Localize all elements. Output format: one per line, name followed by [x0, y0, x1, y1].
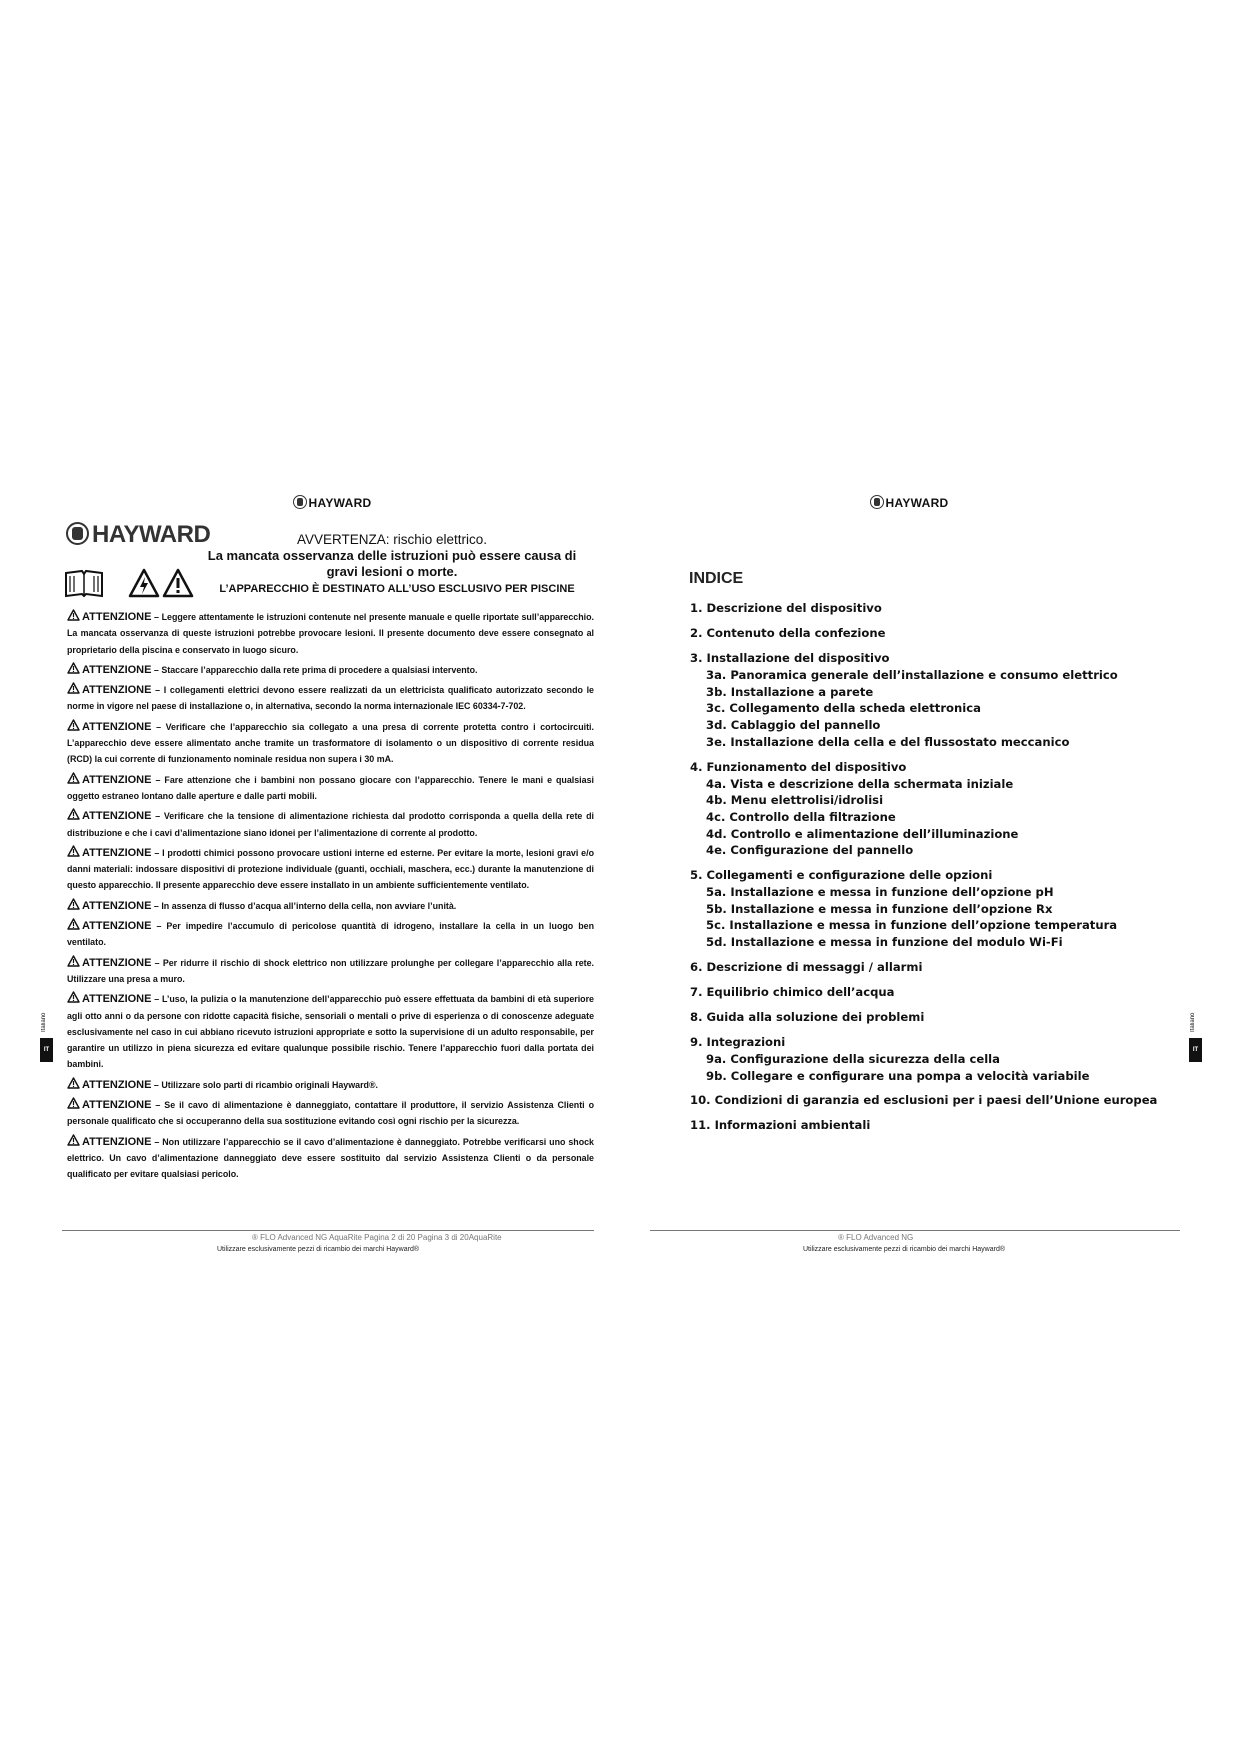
toc-section: 9. Integrazioni	[690, 1034, 786, 1049]
warning-paragraph	[67, 609, 594, 658]
right-page	[650, 488, 1180, 1278]
hayward-logo-icon	[66, 522, 89, 545]
warning-text: – Se il cavo di alimentazione è danneggiato, contattare il produttore, il servizio Assistenza Clienti o personale qualificato che si occuperanno della sua sostituzione evitando così ogni rischio per la sicurezza.	[67, 1100, 594, 1127]
toc-section: 5. Collegamenti e configurazione delle opzioni	[690, 868, 993, 883]
hayward-logo-icon	[293, 495, 307, 509]
toc-section: 8. Guida alla soluzione dei problemi	[690, 1009, 925, 1024]
toc-subsection: 9b. Collegare e configurare una pompa a velocità variabile	[706, 1068, 1090, 1083]
table-of-contents	[690, 600, 1180, 1134]
toc-subsection: 3c. Collegamento della scheda elettronica	[706, 701, 981, 716]
warning-triangle-icon	[67, 609, 80, 621]
footer-doc-ref: ® FLO Advanced NG AquaRite Pagina 2 di 20 Pagina 3 di 20AquaRite	[252, 1233, 502, 1242]
warning-triangle-icon	[67, 772, 80, 784]
warning-label: ATTENZIONE	[82, 663, 152, 676]
warning-paragraph	[67, 991, 594, 1072]
toc-subsection: 4d. Controllo e alimentazione dell’illuminazione	[706, 826, 1019, 841]
warning-label: ATTENZIONE	[82, 611, 152, 623]
warning-triangle-icon	[67, 918, 80, 930]
electric-hazard-icon	[128, 568, 160, 598]
toc-subsection: 3b. Installazione a parete	[706, 684, 874, 699]
warning-text: – Per impedire l’accumulo di pericolose quantità di idrogeno, installare la cella in un luogo ben ventilato.	[67, 921, 594, 948]
warning-triangle-icon	[67, 898, 80, 910]
warning-triangle-icon	[67, 662, 80, 674]
warning-label: ATTENZIONE	[82, 956, 152, 969]
toc-subsection: 3e. Installazione della cella e del flussostato meccanico	[706, 734, 1070, 749]
warning-icons	[62, 566, 212, 600]
warning-triangle-icon	[162, 568, 194, 598]
language-tab-left	[39, 1012, 53, 1100]
warning-text: – I prodotti chimici possono provocare ustioni interne ed esterne. Per evitare la morte, lesioni gravi e/o danni materiali: indossare dispositivi di protezione individuale (guanti, occhiali, maschera, ecc.) durante la manutenzione di questo apparecchio. Il presente apparecchio deve essere installato in un ambiente sufficientemente ventilato.	[67, 847, 594, 891]
warning-text: – Fare attenzione che i bambini non possano giocare con l’apparecchio. Tenere le mani e qualsiasi oggetto estraneo lontano dalle aperture e dalle parti mobili.	[67, 774, 594, 801]
toc-subsection: 5c. Installazione e messa in funzione dell’opzione temperatura	[706, 918, 1118, 933]
toc-subsection: 3d. Cablaggio del pannello	[706, 718, 881, 733]
toc-section: 10. Condizioni di garanzia ed esclusioni per i paesi dell’Unione europea	[690, 1093, 1158, 1108]
warning-paragraph	[67, 662, 594, 678]
toc-subsection: 4b. Menu elettrolisi/idrolisi	[706, 793, 884, 808]
warning-text: – L’uso, la pulizia o la manutenzione dell’apparecchio può essere effettuata da bambini di età superiore agli otto anni o da persone con ridotte capacità fisiche, sensoriali o mentali o prive di esperienza o di conoscenze adeguate esclusivamente nel caso in cui abbiano ricevuto istruzioni appropriate e sotto la supervisione di un adulto responsabile, per garantire un utilizzo in piena sicurezza ed evitare qualunque possibile rischio. Tenere l’apparecchio fuori dalla portata dei bambini.	[67, 994, 594, 1070]
footer-note: Utilizzare esclusivamente pezzi di ricambio dei marchi Hayward®	[217, 1246, 420, 1253]
warning-heading: AVVERTENZA: rischio elettrico. La mancata osservanza delle istruzioni può essere causa di gravi lesioni o morte.	[207, 532, 577, 579]
warning-text: – In assenza di flusso d’acqua all’interno della cella, non avviare l’unità.	[151, 900, 457, 911]
warning-label: ATTENZIONE	[82, 810, 152, 823]
warning-paragraph	[67, 808, 594, 841]
warning-label: ATTENZIONE	[82, 1135, 152, 1148]
toc-subsection: 4a. Vista e descrizione della schermata iniziale	[706, 776, 1014, 791]
warning-paragraph	[67, 1134, 594, 1183]
toc-section: 3. Installazione del dispositivo	[690, 651, 890, 665]
warning-label: ATTENZIONE	[82, 1078, 152, 1091]
footer-note: Utilizzare esclusivamente pezzi di ricambio dei marchi Hayward®	[803, 1246, 1006, 1253]
header-logo: HAYWARD	[62, 495, 602, 510]
warning-paragraph	[67, 682, 594, 715]
warning-label: ATTENZIONE	[82, 899, 152, 912]
toc-subsection: 3a. Panoramica generale dell’installazione e consumo elettrico	[706, 668, 1118, 682]
warning-triangle-icon	[67, 719, 80, 731]
toc-subsection: 4e. Configurazione del pannello	[706, 843, 914, 858]
footer-doc-ref: ® FLO Advanced NG	[838, 1233, 914, 1242]
toc-subsection: 5a. Installazione e messa in funzione dell’opzione pH	[706, 885, 1054, 900]
warning-triangle-icon	[67, 845, 80, 857]
warning-label: ATTENZIONE	[82, 920, 152, 933]
tab-language-code: IT	[1189, 1038, 1202, 1062]
warning-label: ATTENZIONE	[82, 993, 152, 1006]
toc-subsection: 5b. Installazione e messa in funzione dell’opzione Rx	[706, 901, 1053, 916]
toc-subsection: 9a. Configurazione della sicurezza della cella	[706, 1051, 1000, 1066]
warning-label: ATTENZIONE	[82, 773, 152, 786]
brand-logo: HAYWARD	[66, 521, 210, 549]
header-logo: HAYWARD	[644, 495, 1174, 510]
warning-triangle-icon	[67, 955, 80, 967]
warning-label: ATTENZIONE	[82, 684, 152, 697]
warning-text: – Leggere attentamente le istruzioni contenute nel presente manuale e quelle riportate sull’apparecchio. La mancata osservanza di queste istruzioni potrebbe provocare lesioni. Il presente documento deve essere consegnato al proprietario della piscina e conservato in luogo sicuro.	[67, 612, 594, 655]
warning-paragraph	[67, 719, 594, 768]
tab-language-label: Italiano	[41, 1012, 47, 1032]
warning-paragraph	[67, 1097, 594, 1130]
hayward-logo-icon	[870, 495, 884, 509]
warning-text: – Non utilizzare l’apparecchio se il cavo d’alimentazione è danneggiato. Potrebbe verificarsi uno shock elettrico. Un cavo d’alimentazione danneggiato deve essere sostituito dal servizio Assistenza Clienti o da personale qualificato per evitare qualsiasi pericolo.	[67, 1136, 594, 1180]
warning-triangle-icon	[67, 991, 80, 1003]
warning-label: ATTENZIONE	[82, 720, 152, 733]
warning-paragraph	[67, 845, 594, 894]
toc-title: INDICE	[689, 570, 744, 587]
toc-section: 1. Descrizione del dispositivo	[690, 601, 882, 615]
language-tab-right	[1188, 1012, 1202, 1100]
manual-book-icon	[64, 568, 104, 598]
toc-subsection: 5d. Installazione e messa in funzione del modulo Wi-Fi	[706, 935, 1063, 950]
footer-divider	[62, 1230, 594, 1231]
toc-section: 6. Descrizione di messaggi / allarmi	[690, 959, 923, 974]
toc-section: 4. Funzionamento del dispositivo	[690, 759, 907, 774]
warning-text: – Staccare l’apparecchio dalla rete prima di procedere a qualsiasi intervento.	[151, 664, 478, 675]
warning-triangle-icon	[67, 1134, 80, 1146]
warning-triangle-icon	[67, 1097, 80, 1109]
tab-language-label: Italiano	[1190, 1012, 1196, 1032]
toc-section: 7. Equilibrio chimico dell’acqua	[690, 984, 895, 999]
warning-paragraph	[67, 918, 594, 951]
toc-subsection: 4c. Controllo della filtrazione	[706, 809, 896, 824]
left-page	[62, 488, 602, 1278]
toc-section: 11. Informazioni ambientali	[690, 1118, 871, 1133]
safety-instructions	[67, 609, 594, 1187]
warning-text: – Utilizzare solo parti di ricambio originali Hayward®.	[151, 1079, 378, 1090]
warning-text: – Verificare che l’apparecchio sia collegato a una presa di corrente protetta contro i cortocircuiti. L’apparecchio deve essere alimentato anche tramite un trasformatore di isolamento o un dispositivo di corrente residua (RCD) la cui corrente di funzionamento nominale residua non supera i 30 mA.	[67, 721, 594, 765]
warning-label: ATTENZIONE	[82, 846, 152, 859]
warning-paragraph	[67, 955, 594, 988]
tab-language-code: IT	[40, 1038, 53, 1062]
warning-paragraph	[67, 772, 594, 805]
warning-triangle-icon	[67, 682, 80, 694]
footer-divider	[650, 1230, 1180, 1231]
toc-section: 2. Contenuto della confezione	[690, 626, 886, 640]
warning-triangle-icon	[67, 1077, 80, 1089]
warning-triangle-icon	[67, 808, 80, 820]
warning-subtitle: L’APPARECCHIO È DESTINATO ALL’USO ESCLUSIVO PER PISCINE	[219, 583, 575, 595]
warning-text: – Per ridurre il rischio di shock elettrico non utilizzare prolunghe per collegare l’apparecchio alla rete. Utilizzare una presa a muro.	[67, 957, 594, 984]
warning-text: – Verificare che la tensione di alimentazione richiesta dal prodotto corrisponda a quella della rete di distribuzione e che i cavi d’alimentazione siano idonei per l’alimentazione di corrente al prodotto.	[67, 811, 594, 838]
warning-text: – I collegamenti elettrici devono essere realizzati da un elettricista qualificato autorizzato secondo le norme in vigore nel paese di installazione o, in alternativa, secondo la norma internazionale IEC 60334-7-702.	[67, 685, 594, 712]
warning-paragraph	[67, 1077, 594, 1093]
warning-paragraph	[67, 898, 594, 914]
warning-label: ATTENZIONE	[82, 1099, 152, 1112]
